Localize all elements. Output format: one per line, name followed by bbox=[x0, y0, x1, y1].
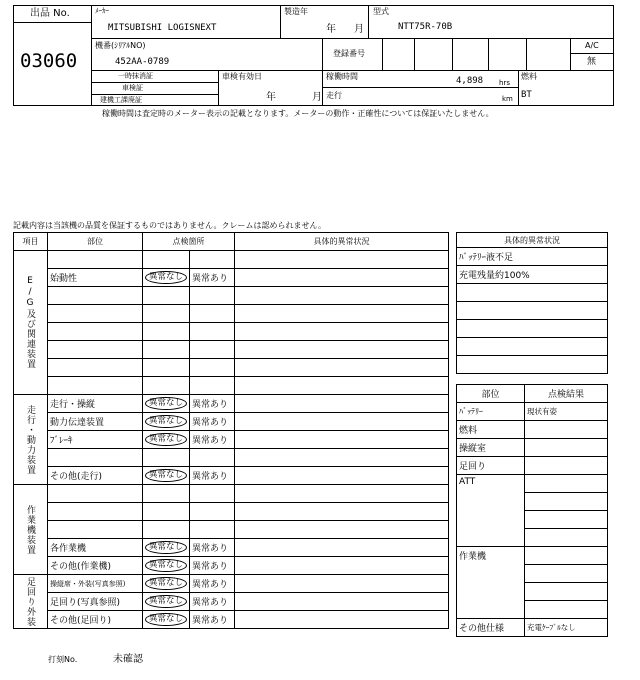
col-item: 項目 bbox=[14, 233, 48, 251]
part-each-work: 各作業機 bbox=[48, 539, 143, 557]
col-part: 部位 bbox=[48, 233, 143, 251]
inspect-year: 年 bbox=[266, 92, 276, 103]
part-other-foot: その他(足回り) bbox=[48, 611, 143, 629]
side1-row: ﾊﾞｯﾃﾘｰ液不足 bbox=[457, 248, 608, 266]
part-brake: ﾌﾞﾚｰｷ bbox=[48, 431, 143, 449]
disclaimer: 記載内容は当該機の品質を保証するものではありません。クレームは認められません。 bbox=[13, 221, 326, 230]
year-label: 製造年 bbox=[284, 7, 308, 16]
hours-unit: hrs bbox=[499, 79, 510, 87]
travel-label: 走行 bbox=[326, 91, 342, 100]
inspect-valid-label: 車検有効日 bbox=[222, 72, 262, 81]
model-label: 型式 bbox=[373, 7, 389, 16]
travel-unit: km bbox=[502, 95, 513, 103]
ok-mark: 異常なし bbox=[145, 469, 187, 482]
ok-mark: 異常なし bbox=[145, 613, 187, 626]
part-drive-steer: 走行・操縦 bbox=[48, 395, 143, 413]
reg-label: 登録番号 bbox=[333, 49, 365, 58]
fuel-label: 燃料 bbox=[521, 72, 537, 81]
battery-result: 現状有姿 bbox=[525, 403, 608, 421]
ng-option: 異常あり bbox=[190, 269, 235, 287]
stamp-value: 未確認 bbox=[113, 654, 143, 665]
dispose-label: 建機工課廃証 bbox=[100, 96, 142, 104]
serial-label: 機番(ｼﾘｱﾙNO) bbox=[95, 41, 146, 50]
foot-label: 足回り bbox=[457, 457, 525, 475]
ac-label: A/C bbox=[585, 41, 599, 50]
col-check: 点検箇所 bbox=[143, 233, 235, 251]
part-starting: 始動性 bbox=[48, 269, 143, 287]
ng-option: 異常あり bbox=[190, 431, 235, 449]
year-text: 年 bbox=[326, 24, 336, 35]
ng-option: 異常あり bbox=[190, 575, 235, 593]
temp-plate-label: 一時抹消証 bbox=[118, 72, 153, 80]
ng-option: 異常あり bbox=[190, 467, 235, 485]
part-cab-exterior: 操縦席・外装(写真参照) bbox=[48, 575, 143, 593]
inspection-cert-label: 車検証 bbox=[122, 84, 143, 92]
serial-value: 452AA-0789 bbox=[115, 57, 170, 67]
ok-mark: 異常なし bbox=[145, 541, 187, 554]
side1-row: 充電残量約100% bbox=[457, 266, 608, 284]
att-label: ATT bbox=[457, 475, 525, 547]
ok-mark: 異常なし bbox=[145, 433, 187, 446]
meter-note: 稼働時間は査定時のメーター表示の記載となります。メーターの動作・正確性については保証いたしません。 bbox=[102, 109, 494, 118]
battery-label: ﾊﾞｯﾃﾘｰ bbox=[457, 403, 525, 421]
group-eg: E/G及び関連装置 bbox=[14, 251, 48, 395]
ok-mark: 異常なし bbox=[145, 595, 187, 608]
shuppin-label: 出品 No. bbox=[30, 8, 70, 19]
other-spec-label: その他仕様 bbox=[457, 619, 525, 637]
ng-option: 異常あり bbox=[190, 611, 235, 629]
ok-mark: 異常なし bbox=[145, 559, 187, 572]
hours-label: 稼働時間 bbox=[326, 72, 358, 81]
month-text: 月 bbox=[354, 24, 364, 35]
ok-mark: 異常なし bbox=[145, 397, 187, 410]
fuel-value: BT bbox=[521, 90, 532, 100]
maker-value: MITSUBISHI LOGISNEXT bbox=[108, 23, 217, 33]
maker-label: ﾒｰｶｰ bbox=[95, 7, 109, 15]
side-detail-table bbox=[456, 232, 608, 374]
hours-value: 4,898 bbox=[456, 76, 484, 86]
group-foot: 足回り外装 bbox=[14, 575, 48, 629]
ng-option: 異常あり bbox=[190, 557, 235, 575]
ac-value: 無 bbox=[587, 57, 597, 67]
ng-option: 異常あり bbox=[190, 395, 235, 413]
side-result-table bbox=[456, 384, 608, 637]
group-work: 作業機装置 bbox=[14, 485, 48, 575]
side2-col-part: 部位 bbox=[457, 385, 525, 403]
shuppin-number: 03060 bbox=[20, 50, 78, 72]
part-foot: 足回り(写真参照) bbox=[48, 593, 143, 611]
inspect-month: 月 bbox=[312, 92, 322, 103]
col-detail: 具体的異常状況 bbox=[235, 233, 449, 251]
ng-option: 異常あり bbox=[190, 413, 235, 431]
part-other-work: その他(作業機) bbox=[48, 557, 143, 575]
side2-col-result: 点検結果 bbox=[525, 385, 608, 403]
ng-option: 異常あり bbox=[190, 539, 235, 557]
ok-mark: 異常なし bbox=[145, 577, 187, 590]
work-label: 作業機 bbox=[457, 547, 525, 619]
group-drive: 走行・動力装置 bbox=[14, 395, 48, 485]
part-other-drive: その他(走行) bbox=[48, 467, 143, 485]
ng-option: 異常あり bbox=[190, 593, 235, 611]
ok-mark: 異常なし bbox=[145, 415, 187, 428]
inspection-table bbox=[13, 232, 449, 629]
cab-label: 操縦室 bbox=[457, 439, 525, 457]
model-value: NTT75R-70B bbox=[398, 22, 453, 32]
stamp-label: 打刻No. bbox=[48, 655, 78, 664]
side1-header: 具体的異常状況 bbox=[457, 233, 608, 248]
ok-mark: 異常なし bbox=[145, 271, 187, 284]
fuel-row-label: 燃料 bbox=[457, 421, 525, 439]
part-power-transmission: 動力伝達装置 bbox=[48, 413, 143, 431]
other-spec-result: 充電ｹｰﾌﾞﾙなし bbox=[525, 619, 608, 637]
